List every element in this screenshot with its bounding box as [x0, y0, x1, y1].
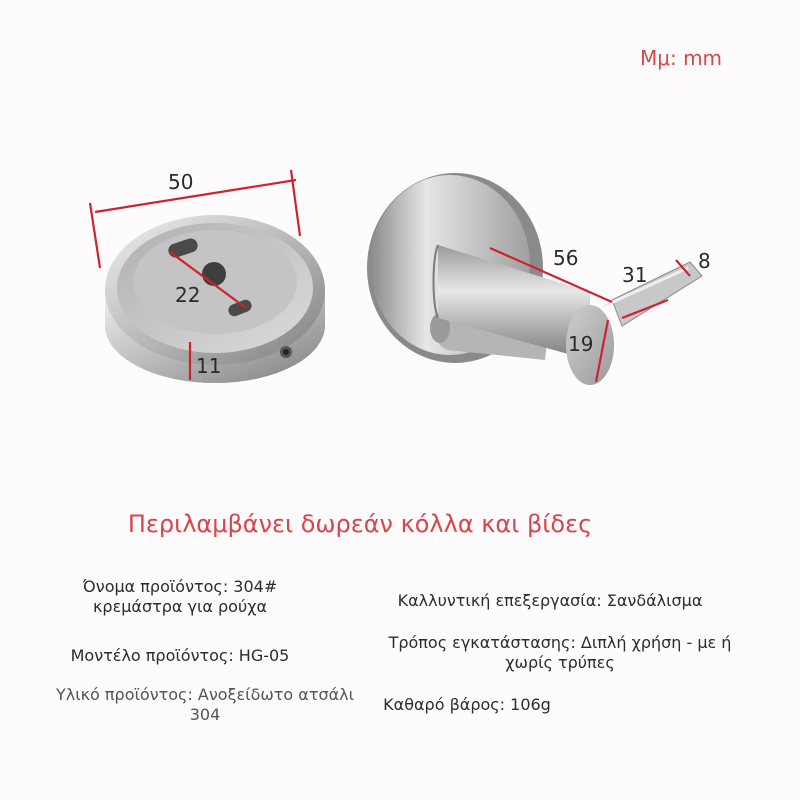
headline: Περιλαμβάνει δωρεάν κόλλα και βίδες	[127, 510, 593, 538]
hook-body	[367, 173, 702, 385]
dimension-hook-thickness: 8	[698, 249, 711, 273]
spec-material: Υλικό προϊόντος: Ανοξείδωτο ατσάλι 304	[55, 685, 355, 724]
dimension-hole-spacing: 22	[175, 283, 201, 307]
dimension-hook-length: 56	[553, 246, 579, 270]
dimension-base-height: 11	[196, 354, 222, 378]
spec-finish: Καλλυντική επεξεργασία: Σανδάλισμα	[397, 591, 703, 610]
spec-installation: Τρόπος εγκατάστασης: Διπλή χρήση - με ή χωρίς τρύπες	[388, 633, 732, 672]
dimension-hook-diameter: 19	[568, 332, 594, 356]
unit-label: Μμ: mm	[640, 46, 723, 70]
spec-net-weight: Καθαρό βάρος: 106g	[383, 695, 551, 714]
dimension-base-diameter: 50	[168, 170, 194, 194]
dimension-hook-arm: 31	[622, 263, 648, 287]
spec-product-name: Όνομα προϊόντος: 304# κρεμάστρα για ρούχα	[82, 577, 278, 616]
spec-product-model: Μοντέλο προϊόντος: HG-05	[70, 646, 290, 665]
